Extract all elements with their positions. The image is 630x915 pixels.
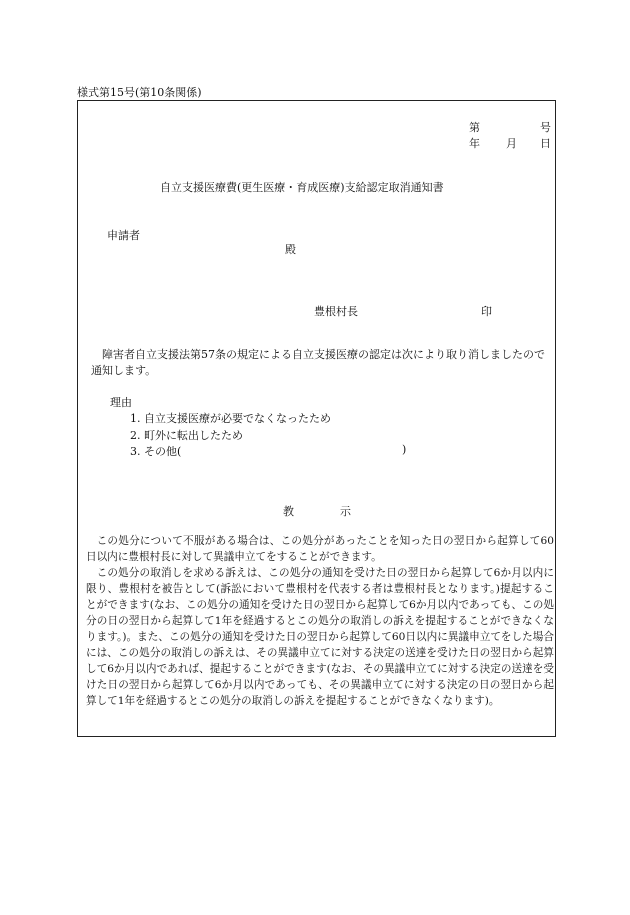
kyoji-heading-part: 教 xyxy=(283,505,294,518)
reason-item-close: ) xyxy=(402,443,407,456)
date-year: 年 xyxy=(469,137,480,150)
body-text-content: 障害者自立支援法第57条の規定による自立支援医療の認定は次により取り消しましたので通知します。 xyxy=(91,348,545,377)
document-number-prefix: 第 xyxy=(469,121,480,134)
honorific: 殿 xyxy=(285,243,296,256)
notice-paragraph: この処分の取消しを求める訴えは、この処分の通知を受けた日の翌日から起算して6か月以内に限り、豊根村を被告として(訴訟において豊根村を代表する者は豊根村長となります。)提起することができます(なお、この処分の通知を受けた日の翌日から起算して6か月以内であっても、この処分の日の翌日から起算して1年を経過するとこの処分の取消しの訴えを提起することができなくなります。)。また、この処分の通知を受けた日の翌日から起算して60日以内に異議申立てをした場合には、この処分の取消しの訴えは、その異議申立てに対する決定の送達を受けた日の翌日から起算して6か月以内であれば、提起することができます(なお、その異議申立てに対する決定の送達を受けた日の翌日から起算して6か月以内であっても、その異議申立てに対する決定の日の翌日から起算して1年を経過するとこの処分の取消しの訴えを提起することができなくなります)。 xyxy=(86,567,554,707)
reason-item: 2. 町外に転出したため xyxy=(130,429,243,442)
document-number-suffix: 号 xyxy=(540,121,551,134)
form-label: 様式第15号(第10条関係) xyxy=(77,86,202,99)
reason-item: 1. 自立支援医療が必要でなくなったため xyxy=(130,412,331,425)
date-month: 月 xyxy=(506,137,517,150)
document-title: 自立支援医療費(更生医療・育成医療)支給認定取消通知書 xyxy=(160,181,444,194)
notice-paragraph: この処分について不服がある場合は、この処分があったことを知った日の翌日から起算して60日以内に豊根村長に対して異議申立てをすることができます。 xyxy=(86,535,554,563)
appeal-notice xyxy=(86,533,554,709)
issuer-name: 豊根村長 xyxy=(314,305,358,318)
body-text xyxy=(91,347,553,379)
applicant-label: 申請者 xyxy=(107,229,140,242)
seal-mark: 印 xyxy=(481,305,492,318)
kyoji-heading-part: 示 xyxy=(340,505,351,518)
reasons-label: 理由 xyxy=(110,396,132,409)
reason-item: 3. その他( xyxy=(130,445,182,458)
date-day: 日 xyxy=(540,137,551,150)
